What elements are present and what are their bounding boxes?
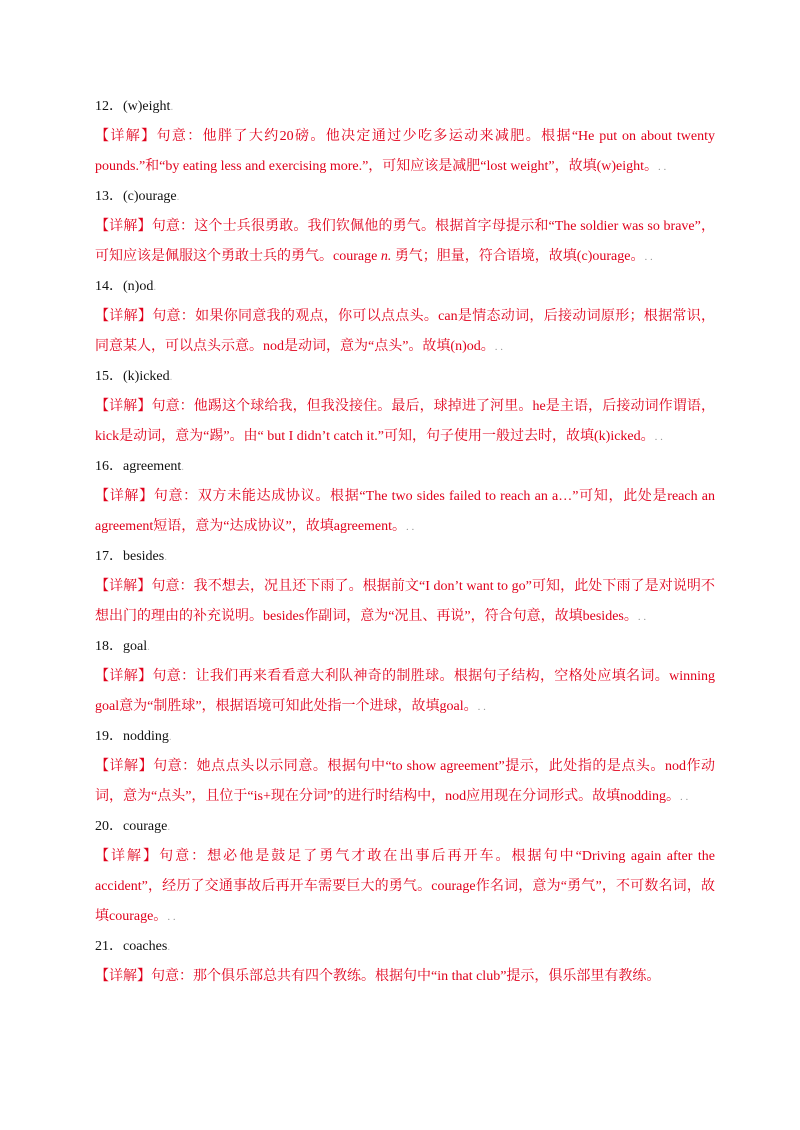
question-number: 15． xyxy=(95,369,123,384)
question-number: 14． xyxy=(95,279,123,294)
paragraph-mark: . xyxy=(167,941,171,953)
detail-tag: 【详解】 xyxy=(95,399,152,414)
detail-explanation xyxy=(95,752,715,812)
paragraph-mark: . xyxy=(169,371,173,383)
detail-explanation xyxy=(95,962,715,992)
answer-text: goal xyxy=(123,639,148,654)
detail-text: 句意：这个士兵很勇敢。我们钦佩他的勇气。根据首字母提示和“The soldier was so brave”，可知应该是佩服这个勇敢士兵的勇气。courage xyxy=(95,219,716,264)
detail-text: 句意：他踢这个球给我，但我没接住。最后，球掉进了河里。he是主语，后接动词作谓语，kick是动词，意为“踢”。由“ but I didn’t catch it.”可知，句子使用一般过去时，故填(k)icked。 xyxy=(95,399,716,444)
paragraph-mark: . . xyxy=(679,791,689,803)
answer-line xyxy=(95,92,715,122)
detail-text: 句意：让我们再来看看意大利队神奇的制胜球。根据句子结构，空格处应填名词。winning goal意为“制胜球”，根据语境可知此处指一个进球，故填goal。 xyxy=(95,669,716,714)
answer-line xyxy=(95,362,715,392)
paragraph-mark: . xyxy=(164,551,167,563)
question-number: 18． xyxy=(95,639,123,654)
paragraph-mark: . . xyxy=(637,611,647,623)
detail-explanation xyxy=(95,302,715,362)
question-number: 19． xyxy=(95,729,123,744)
detail-explanation xyxy=(95,392,715,452)
part-of-speech: n. xyxy=(380,249,392,264)
answer-line xyxy=(95,452,715,482)
detail-text: 勇气；胆量，符合语境，故填(c)ourage。 xyxy=(391,249,645,264)
answer-text: (n)od xyxy=(123,279,154,294)
paragraph-mark: . . xyxy=(658,161,667,173)
answer-line xyxy=(95,722,715,752)
detail-text: 句意：他胖了大约20磅。他决定通过少吃多运动来减肥。根据“He put on about twenty pounds.”和“by eating less and exercising more.”，可知应该是减肥“lost weight”，故填(w)eight。 xyxy=(95,129,715,174)
detail-tag: 【详解】 xyxy=(95,489,154,504)
detail-text: 句意：如果你同意我的观点，你可以点点头。can是情态动词，后接动词原形；根据常识，同意某人，可以点头示意。nod是动词，意为“点头”。故填(n)od。 xyxy=(95,309,715,354)
answer-text: besides xyxy=(123,549,165,564)
detail-tag: 【详解】 xyxy=(95,969,151,984)
detail-tag: 【详解】 xyxy=(95,309,153,324)
detail-tag: 【详解】 xyxy=(95,219,152,234)
question-number: 17． xyxy=(95,549,123,564)
paragraph-mark: . xyxy=(181,461,185,473)
question-number: 13． xyxy=(95,189,123,204)
answer-line xyxy=(95,932,715,962)
detail-explanation xyxy=(95,842,715,932)
detail-explanation xyxy=(95,212,715,272)
answer-text: (k)icked xyxy=(123,369,170,384)
paragraph-mark: . xyxy=(147,641,150,653)
detail-explanation xyxy=(95,482,715,542)
answer-key-content xyxy=(95,92,715,992)
answer-text: nodding xyxy=(123,729,169,744)
answer-text: (w)eight xyxy=(123,99,171,114)
question-number: 21． xyxy=(95,939,123,954)
paragraph-mark: . . xyxy=(406,521,415,533)
answer-text: agreement xyxy=(123,459,182,474)
detail-text: 句意：那个俱乐部总共有四个教练。根据句中“in that club”提示，俱乐部里有教练。 xyxy=(151,969,661,984)
answer-line xyxy=(95,182,715,212)
answer-line xyxy=(95,632,715,662)
answer-text: (c)ourage xyxy=(123,189,177,204)
paragraph-mark: . xyxy=(176,191,180,203)
paragraph-mark: . . xyxy=(654,431,663,443)
detail-text: 句意：双方未能达成协议。根据“The two sides failed to reach an a…”可知，此处是reach an agreement短语，意为“达成协议”，故填agreement。 xyxy=(95,489,715,534)
detail-tag: 【详解】 xyxy=(95,849,160,864)
answer-text: coaches xyxy=(123,939,168,954)
detail-tag: 【详解】 xyxy=(95,759,154,774)
answer-line xyxy=(95,812,715,842)
detail-explanation xyxy=(95,572,715,632)
paragraph-mark: . xyxy=(167,821,171,833)
paragraph-mark: . xyxy=(153,281,157,293)
detail-text: 句意：想必他是鼓足了勇气才敢在出事后再开车。根据句中“Driving again after the accident”，经历了交通事故后再开车需要巨大的勇气。courage作名词，意为“勇气”，不可数名词，故填courage。 xyxy=(95,849,716,924)
detail-explanation xyxy=(95,662,715,722)
detail-explanation xyxy=(95,122,715,182)
answer-line xyxy=(95,542,715,572)
paragraph-mark: . . xyxy=(644,251,653,263)
paragraph-mark: . . xyxy=(477,701,486,713)
answer-text: courage xyxy=(123,819,168,834)
paragraph-mark: . xyxy=(170,101,174,113)
paragraph-mark: . . xyxy=(494,341,504,353)
paragraph-mark: . xyxy=(168,731,172,743)
paragraph-mark: . . xyxy=(167,911,176,923)
question-number: 12． xyxy=(95,99,123,114)
detail-tag: 【详解】 xyxy=(95,129,157,144)
answer-line xyxy=(95,272,715,302)
detail-text: 句意：她点点头以示同意。根据句中“to show agreement”提示，此处指的是点头。nod作动词，意为“点头”，且位于“is+现在分词”的进行时结构中，nod应用现在分词形式。故填nodding。 xyxy=(95,759,716,804)
question-number: 20． xyxy=(95,819,123,834)
detail-tag: 【详解】 xyxy=(95,579,152,594)
detail-tag: 【详解】 xyxy=(95,669,153,684)
question-number: 16． xyxy=(95,459,123,474)
detail-text: 句意：我不想去，况且还下雨了。根据前文“I don’t want to go”可知，此处下雨了是对说明不想出门的理由的补充说明。besides作副词，意为“况且、再说”，符合句意，故填besides。 xyxy=(95,579,715,624)
